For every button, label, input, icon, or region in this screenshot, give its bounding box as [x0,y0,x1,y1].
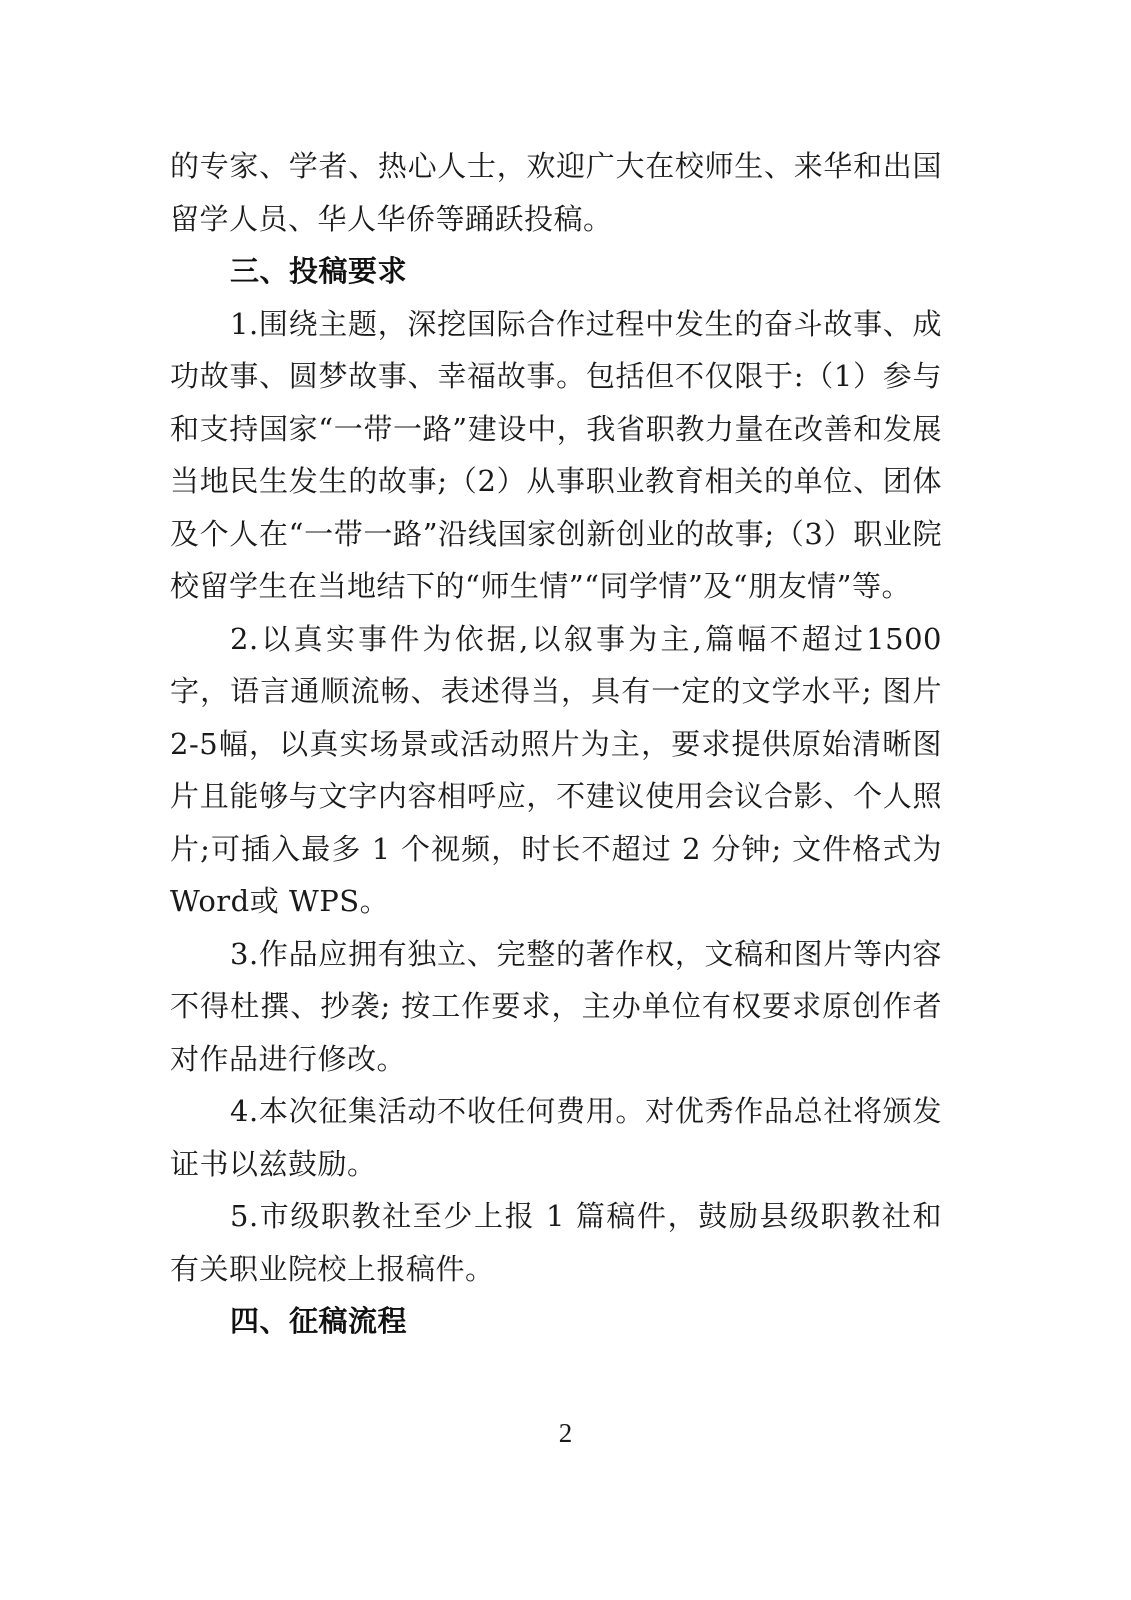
document-body [170,140,942,1348]
requirement-item-4: 4.本次征集活动不收任何费用。对优秀作品总社将颁发证书以兹鼓励。 [170,1094,942,1181]
section-four-heading: 四、征稿流程 [230,1304,408,1338]
requirement-item-2: 2.以真实事件为依据,以叙事为主,篇幅不超过1500字，语言通顺流畅、表述得当，具有一定的文学水平; 图片 2-5幅，以真实场景或活动照片为主，要求提供原始清晰图片且能够与文字内容相呼应，不建议使用会议合影、个人照片;可插入最多 1 个视频，时长不超过 2 分钟; 文件格式为 Word或 WPS。 [170,621,942,918]
requirement-item-3: 3.作品应拥有独立、完整的著作权，文稿和图片等内容不得杜撰、抄袭; 按工作要求，主办单位有权要求原创作者对作品进行修改。 [170,936,942,1076]
page-number: 2 [558,1418,573,1448]
requirement-item-5: 5.市级职教社至少上报 1 篇稿件，鼓励县级职教社和有关职业院校上报稿件。 [170,1199,942,1286]
section-three-heading: 三、投稿要求 [230,254,408,288]
requirement-item-1: 1.围绕主题，深挖国际合作过程中发生的奋斗故事、成功故事、圆梦故事、幸福故事。包括但不仅限于:（1）参与和支持国家“一带一路”建设中，我省职教力量在改善和发展当地民生发生的故事;（2）从事职业教育相关的单位、团体及个人在“一带一路”沿线国家创新创业的故事;（3）职业院校留学生在当地结下的“师生情”“同学情”及“朋友情”等。 [170,306,942,603]
intro-continuation-paragraph: 的专家、学者、热心人士，欢迎广大在校师生、来华和出国留学人员、华人华侨等踊跃投稿。 [170,149,942,236]
